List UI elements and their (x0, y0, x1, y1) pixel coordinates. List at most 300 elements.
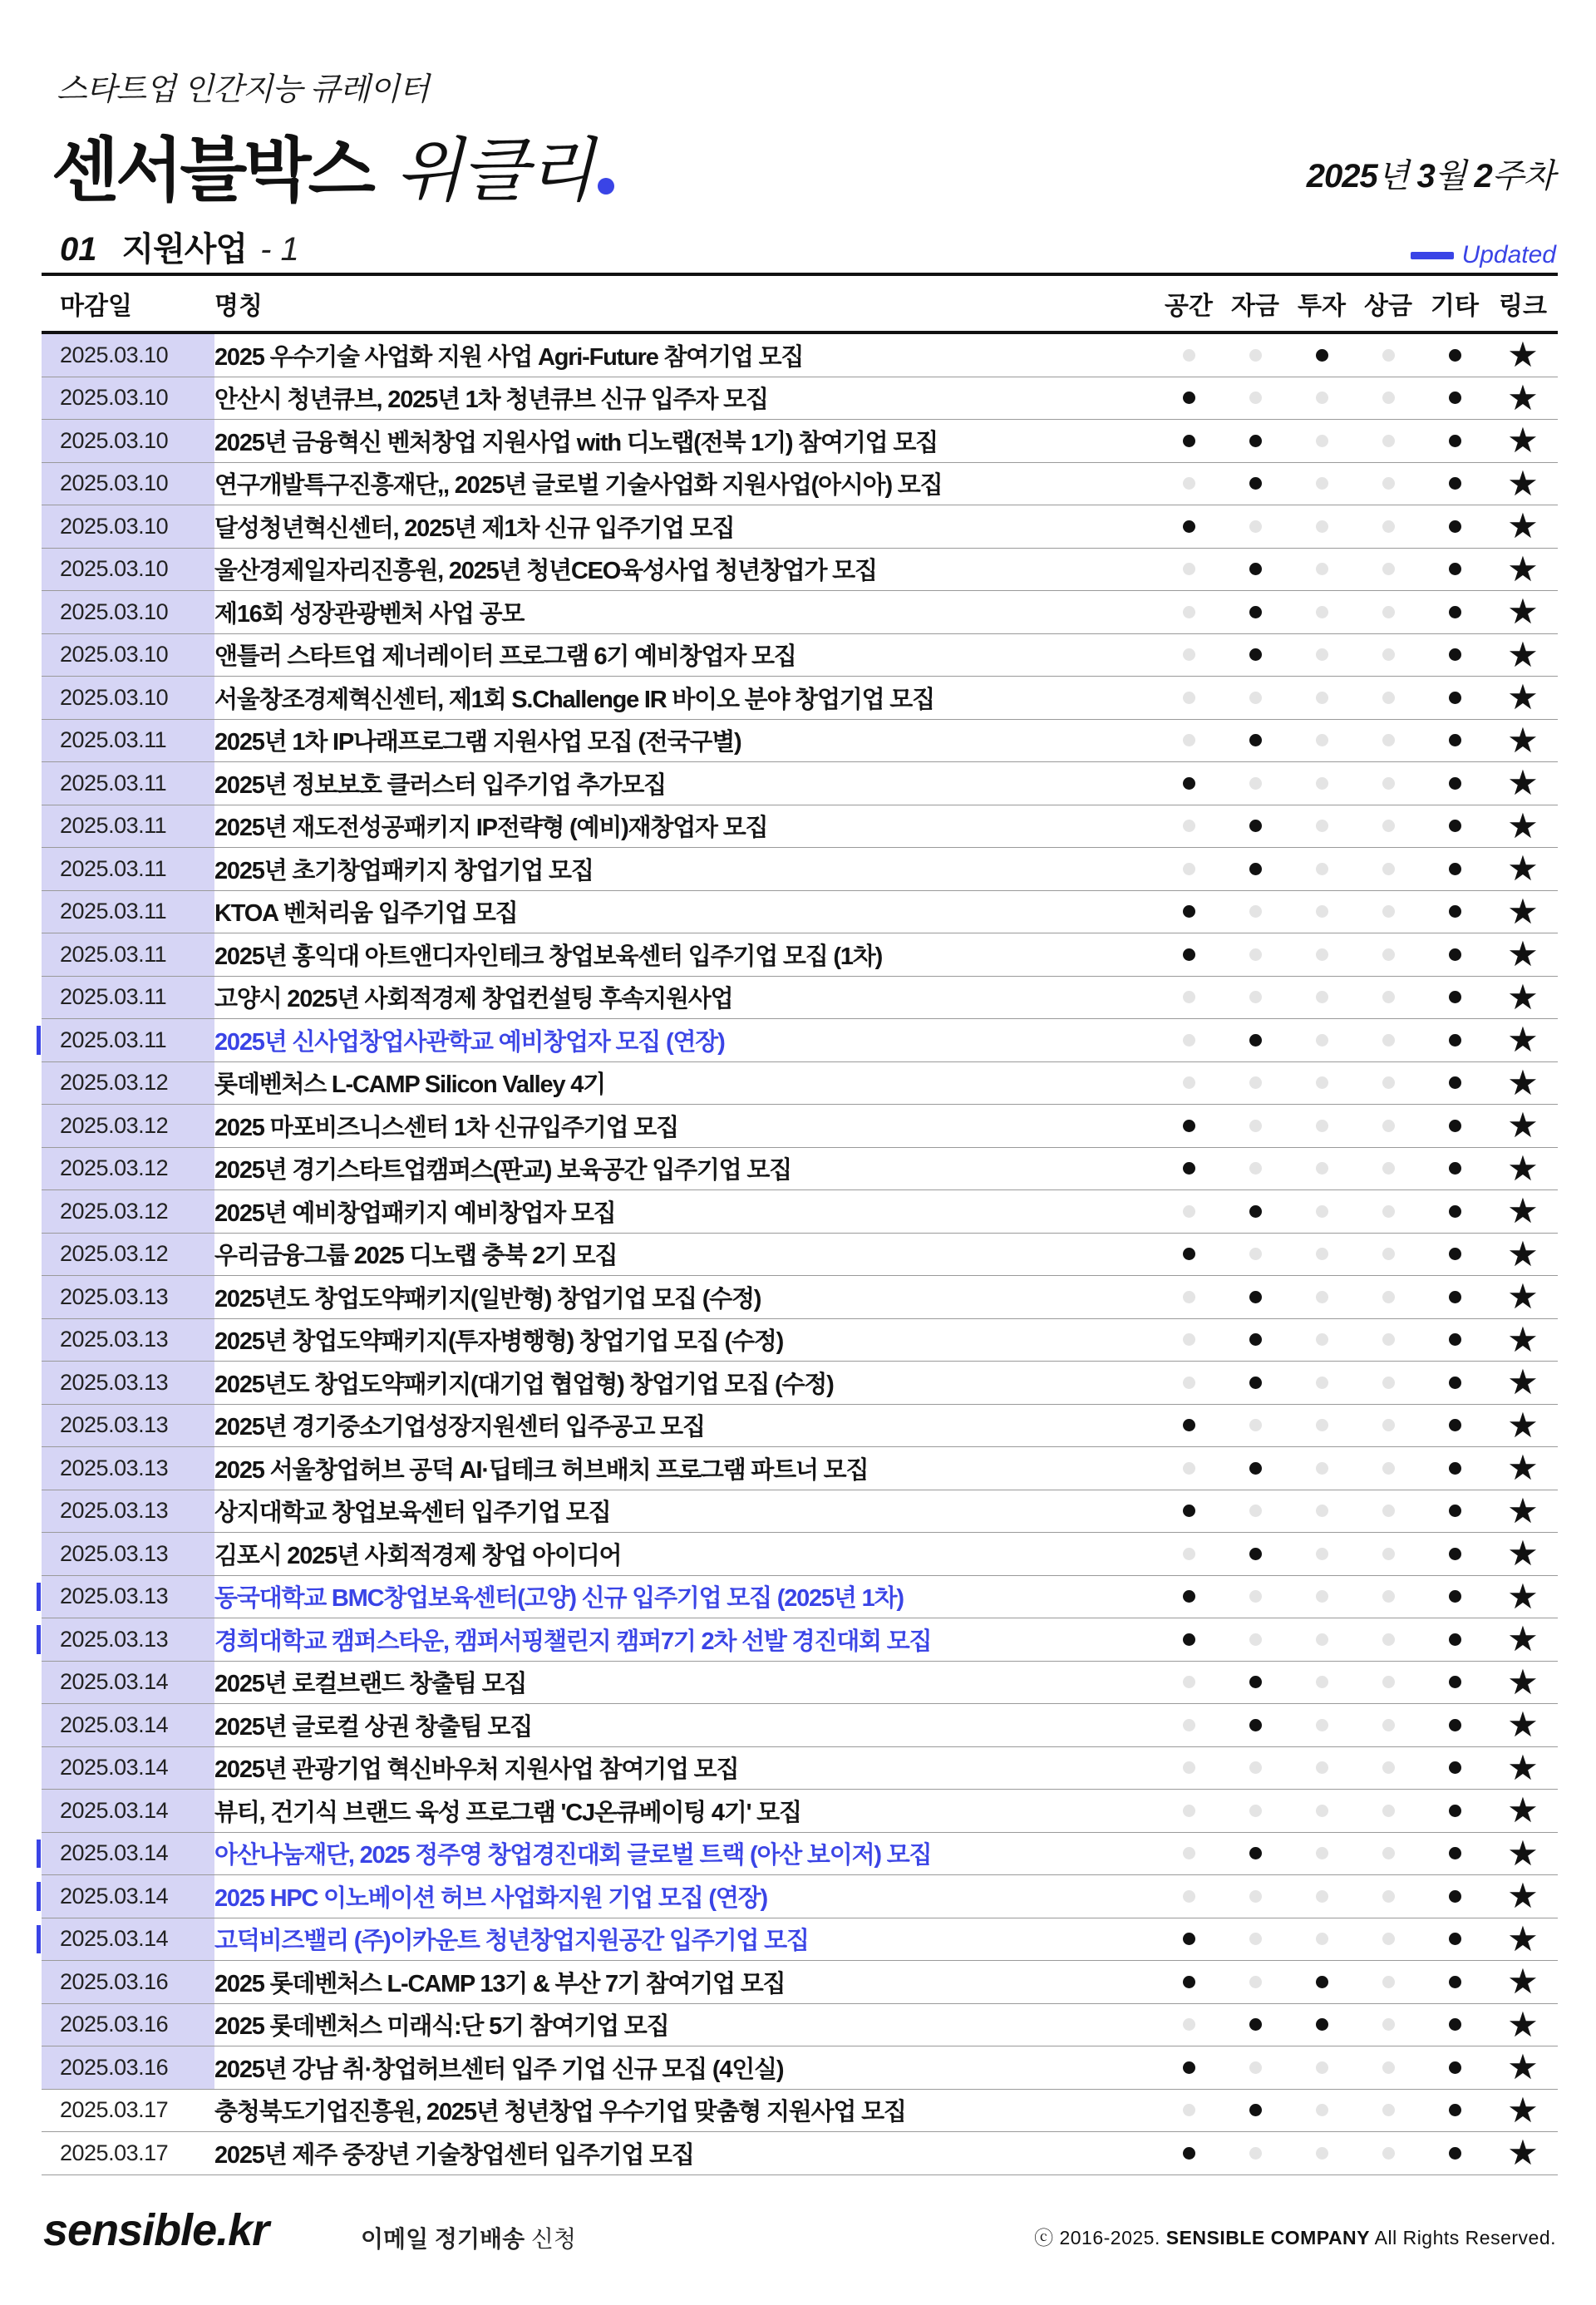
prize-dot-cell (1355, 392, 1421, 404)
table-row (42, 1790, 1558, 1833)
table-row (42, 1190, 1558, 1234)
etc-dot-icon (1449, 1761, 1461, 1774)
section-name: 지원사업 (121, 231, 248, 268)
star-icon[interactable]: ★ (1507, 548, 1539, 589)
prize-dot-icon (1382, 1676, 1395, 1688)
deadline-cell: 2025.03.14 (42, 1833, 214, 1875)
space-dot-icon (1183, 777, 1195, 790)
deadline-cell: 2025.03.16 (42, 2004, 214, 2046)
program-name: 서울창조경제혁신센터, 제1회 S.Challenge IR 바이오 분야 창업기업 모집 (214, 686, 934, 713)
table-row (42, 1704, 1558, 1747)
header-fund: 자금 (1231, 293, 1279, 320)
prize-dot-cell (1355, 1805, 1421, 1817)
table-row (42, 1618, 1558, 1662)
etc-dot-cell (1421, 1633, 1488, 1646)
link-cell (1488, 1918, 1558, 1959)
fund-dot-icon (1249, 435, 1262, 447)
space-dot-cell (1155, 1976, 1222, 1988)
star-icon[interactable]: ★ (1507, 719, 1539, 761)
etc-dot-cell (1421, 905, 1488, 918)
deadline-cell: 2025.03.10 (42, 377, 214, 420)
table-row (42, 377, 1558, 421)
table-row (42, 334, 1558, 377)
invest-dot-icon (1316, 863, 1328, 875)
fund-dot-cell (1222, 349, 1288, 362)
star-icon[interactable]: ★ (1507, 1533, 1539, 1574)
star-icon[interactable]: ★ (1507, 462, 1539, 504)
invest-dot-cell (1288, 477, 1355, 490)
etc-dot-cell (1421, 563, 1488, 575)
space-dot-cell (1155, 1505, 1222, 1517)
program-name: 고덕비즈밸리 (주)이카운트 청년창업지원공간 입주기업 모집 (214, 1928, 809, 1955)
invest-dot-icon (1316, 1847, 1328, 1859)
space-dot-cell (1155, 1291, 1222, 1303)
invest-dot-cell (1288, 392, 1355, 404)
space-dot-cell (1155, 1162, 1222, 1175)
star-icon[interactable]: ★ (1507, 1961, 1539, 2002)
fund-dot-icon (1249, 1462, 1262, 1475)
link-cell (1488, 505, 1558, 547)
deadline-cell: 2025.03.12 (42, 1062, 214, 1105)
etc-dot-cell (1421, 863, 1488, 875)
space-dot-icon (1183, 2061, 1195, 2074)
etc-dot-cell (1421, 1719, 1488, 1731)
invest-dot-cell (1288, 2061, 1355, 2074)
link-cell (1488, 1233, 1558, 1274)
link-cell (1488, 377, 1558, 418)
page-title (52, 115, 614, 215)
space-dot-cell (1155, 863, 1222, 875)
invest-dot-cell (1288, 1120, 1355, 1132)
prize-dot-icon (1382, 1847, 1395, 1859)
star-icon[interactable]: ★ (1507, 1318, 1539, 1360)
deadline-cell: 2025.03.10 (42, 334, 214, 377)
etc-dot-icon (1449, 1162, 1461, 1175)
space-dot-cell (1155, 692, 1222, 704)
etc-dot-icon (1449, 1120, 1461, 1132)
prize-dot-icon (1382, 1548, 1395, 1560)
invest-dot-cell (1288, 2104, 1355, 2116)
space-dot-cell (1155, 1248, 1222, 1260)
table-row (42, 2090, 1558, 2133)
invest-dot-icon (1316, 1719, 1328, 1731)
etc-dot-cell (1421, 1976, 1488, 1988)
star-icon[interactable]: ★ (1507, 848, 1539, 889)
email-subscribe-link[interactable] (361, 2221, 576, 2254)
link-cell (1488, 1019, 1558, 1061)
program-name: 2025 마포비즈니스센터 1차 신규입주기업 모집 (214, 1114, 678, 1141)
table-row (42, 762, 1558, 805)
star-icon[interactable]: ★ (1507, 334, 1539, 376)
prize-dot-cell (1355, 991, 1421, 1003)
fund-dot-icon (1249, 1976, 1262, 1988)
table-row (42, 1276, 1558, 1319)
prize-dot-icon (1382, 2104, 1395, 2116)
link-cell (1488, 1147, 1558, 1189)
link-cell (1488, 591, 1558, 633)
star-icon[interactable]: ★ (1507, 762, 1539, 804)
star-icon[interactable]: ★ (1507, 1918, 1539, 1959)
invest-dot-icon (1316, 392, 1328, 404)
star-icon[interactable]: ★ (1507, 1105, 1539, 1146)
space-dot-icon (1183, 1890, 1195, 1903)
etc-dot-icon (1449, 1805, 1461, 1817)
link-cell (1488, 2132, 1558, 2174)
etc-dot-cell (1421, 648, 1488, 661)
table-row (42, 1918, 1558, 1962)
star-icon[interactable]: ★ (1507, 1575, 1539, 1617)
table-row (42, 1447, 1558, 1490)
space-dot-icon (1183, 2018, 1195, 2031)
title-dot-icon (598, 178, 614, 195)
deadline-cell: 2025.03.11 (42, 720, 214, 762)
prize-dot-cell (1355, 1933, 1421, 1945)
program-table (42, 334, 1558, 2175)
link-cell (1488, 1061, 1558, 1103)
etc-dot-icon (1449, 1333, 1461, 1346)
prize-dot-icon (1382, 1761, 1395, 1774)
prize-dot-icon (1382, 1120, 1395, 1132)
star-icon[interactable]: ★ (1507, 1490, 1539, 1531)
header-name: 명칭 (214, 293, 263, 320)
program-name: KTOA 벤처리움 입주기업 모집 (214, 900, 518, 928)
invest-dot-cell (1288, 1676, 1355, 1688)
invest-dot-icon (1316, 1933, 1328, 1945)
table-row (42, 1576, 1558, 1619)
program-name: 울산경제일자리진흥원, 2025년 청년CEO육성사업 청년창업가 모집 (214, 558, 877, 585)
fund-dot-icon (1249, 1890, 1262, 1903)
prize-dot-icon (1382, 648, 1395, 661)
space-dot-cell (1155, 1333, 1222, 1346)
program-name: 2025년 제주 중장년 기술창업센터 입주기업 모집 (214, 2141, 694, 2169)
invest-dot-cell (1288, 1847, 1355, 1859)
etc-dot-icon (1449, 648, 1461, 661)
program-name: 2025년 정보보호 클러스터 입주기업 추가모집 (214, 771, 666, 799)
fund-dot-cell (1222, 2061, 1288, 2074)
invest-dot-icon (1316, 1333, 1328, 1346)
invest-dot-icon (1316, 2018, 1328, 2031)
star-icon[interactable]: ★ (1507, 1832, 1539, 1874)
program-name: 2025년 글로컬 상권 창출팀 모집 (214, 1713, 533, 1741)
star-icon[interactable]: ★ (1507, 377, 1539, 418)
program-name: 연구개발특구진흥재단,, 2025년 글로벌 기술사업화 지원사업(아시아) 모집 (214, 472, 943, 500)
table-row (42, 1490, 1558, 1534)
etc-dot-icon (1449, 1719, 1461, 1731)
program-name: 2025년 재도전성공패키지 IP전략형 (예비)재창업자 모집 (214, 815, 768, 842)
invest-dot-cell (1288, 905, 1355, 918)
etc-dot-icon (1449, 692, 1461, 704)
invest-dot-cell (1288, 563, 1355, 575)
program-name: 2025년 1차 IP나래프로그램 지원사업 모집 (전국구별) (214, 729, 741, 756)
etc-dot-cell (1421, 1377, 1488, 1389)
program-name: 2025 롯데벤처스 미래식:단 5기 참여기업 모집 (214, 2013, 669, 2041)
table-row (42, 1319, 1558, 1362)
star-icon[interactable]: ★ (1507, 1790, 1539, 1831)
star-icon[interactable]: ★ (1507, 1704, 1539, 1746)
star-icon[interactable]: ★ (1507, 1875, 1539, 1917)
footer-logo[interactable]: sensible.kr (43, 2205, 269, 2255)
link-cell (1488, 677, 1558, 718)
table-row (42, 1875, 1558, 1918)
etc-dot-cell (1421, 1291, 1488, 1303)
star-icon[interactable]: ★ (1507, 2089, 1539, 2130)
prize-dot-icon (1382, 477, 1395, 490)
prize-dot-cell (1355, 1719, 1421, 1731)
fund-dot-cell (1222, 563, 1288, 575)
star-icon[interactable]: ★ (1507, 591, 1539, 633)
fund-dot-cell (1222, 734, 1288, 746)
star-icon[interactable]: ★ (1507, 1661, 1539, 1702)
table-row (42, 420, 1558, 463)
star-icon[interactable]: ★ (1507, 1276, 1539, 1317)
space-dot-cell (1155, 435, 1222, 447)
fund-dot-cell (1222, 1120, 1288, 1132)
invest-dot-icon (1316, 1633, 1328, 1646)
invest-dot-cell (1288, 1248, 1355, 1260)
invest-dot-icon (1316, 1419, 1328, 1431)
star-icon[interactable]: ★ (1507, 1233, 1539, 1274)
space-dot-icon (1183, 1976, 1195, 1988)
star-icon[interactable]: ★ (1507, 1061, 1539, 1103)
link-cell (1488, 1404, 1558, 1446)
etc-dot-icon (1449, 392, 1461, 404)
invest-dot-icon (1316, 1505, 1328, 1517)
star-icon[interactable]: ★ (1507, 2003, 1539, 2045)
space-dot-icon (1183, 1548, 1195, 1560)
table-row (42, 1747, 1558, 1790)
prize-dot-icon (1382, 1933, 1395, 1945)
etc-dot-icon (1449, 1890, 1461, 1903)
etc-dot-icon (1449, 991, 1461, 1003)
etc-dot-cell (1421, 692, 1488, 704)
prize-dot-cell (1355, 1333, 1421, 1346)
space-dot-cell (1155, 777, 1222, 790)
table-row (42, 1062, 1558, 1106)
space-dot-icon (1183, 1034, 1195, 1047)
star-icon[interactable]: ★ (1507, 890, 1539, 932)
invest-dot-icon (1316, 520, 1328, 533)
etc-dot-icon (1449, 1847, 1461, 1859)
fund-dot-cell (1222, 477, 1288, 490)
etc-dot-cell (1421, 734, 1488, 746)
deadline-cell: 2025.03.14 (42, 1875, 214, 1918)
star-icon[interactable]: ★ (1507, 1618, 1539, 1660)
program-name: 앤틀러 스타트업 제너레이터 프로그램 6기 예비창업자 모집 (214, 643, 796, 671)
invest-dot-cell (1288, 520, 1355, 533)
link-cell (1488, 462, 1558, 504)
etc-dot-cell (1421, 1548, 1488, 1560)
fund-dot-icon (1249, 1933, 1262, 1945)
invest-dot-cell (1288, 1333, 1355, 1346)
star-icon[interactable]: ★ (1507, 933, 1539, 975)
fund-dot-cell (1222, 1933, 1288, 1945)
etc-dot-cell (1421, 2104, 1488, 2116)
star-icon[interactable]: ★ (1507, 976, 1539, 1017)
star-icon[interactable]: ★ (1507, 805, 1539, 846)
star-icon[interactable]: ★ (1507, 633, 1539, 675)
invest-dot-icon (1316, 1676, 1328, 1688)
invest-dot-cell (1288, 1761, 1355, 1774)
fund-dot-cell (1222, 1676, 1288, 1688)
invest-dot-cell (1288, 1291, 1355, 1303)
fund-dot-icon (1249, 2104, 1262, 2116)
program-name: 상지대학교 창업보육센터 입주기업 모집 (214, 1500, 611, 1527)
copyright-company: SENSIBLE COMPANY (1165, 2227, 1371, 2248)
fund-dot-cell (1222, 863, 1288, 875)
space-dot-icon (1183, 648, 1195, 661)
fund-dot-icon (1249, 2061, 1262, 2074)
space-dot-icon (1183, 1805, 1195, 1817)
fund-dot-cell (1222, 648, 1288, 661)
space-dot-cell (1155, 520, 1222, 533)
star-icon[interactable]: ★ (1507, 2132, 1539, 2174)
fund-dot-cell (1222, 1291, 1288, 1303)
deadline-cell: 2025.03.13 (42, 1533, 214, 1575)
invest-dot-icon (1316, 1462, 1328, 1475)
space-dot-icon (1183, 392, 1195, 404)
star-icon[interactable]: ★ (1507, 1746, 1539, 1788)
etc-dot-icon (1449, 2061, 1461, 2074)
invest-dot-icon (1316, 1890, 1328, 1903)
invest-dot-cell (1288, 2147, 1355, 2160)
invest-dot-icon (1316, 1761, 1328, 1774)
etc-dot-icon (1449, 2018, 1461, 2031)
program-name: 안산시 청년큐브, 2025년 1차 청년큐브 신규 입주자 모집 (214, 387, 768, 414)
star-icon[interactable]: ★ (1507, 2046, 1539, 2088)
etc-dot-icon (1449, 435, 1461, 447)
invest-dot-cell (1288, 606, 1355, 618)
invest-dot-icon (1316, 777, 1328, 790)
fund-dot-cell (1222, 1333, 1288, 1346)
star-icon[interactable]: ★ (1507, 420, 1539, 461)
prize-dot-cell (1355, 2104, 1421, 2116)
star-icon[interactable]: ★ (1507, 1190, 1539, 1232)
prize-dot-icon (1382, 1205, 1395, 1218)
deadline-cell: 2025.03.14 (42, 1747, 214, 1790)
star-icon[interactable]: ★ (1507, 1019, 1539, 1061)
link-cell (1488, 848, 1558, 889)
prize-dot-cell (1355, 1205, 1421, 1218)
fund-dot-icon (1249, 563, 1262, 575)
prize-dot-cell (1355, 477, 1421, 490)
invest-dot-icon (1316, 905, 1328, 918)
space-dot-cell (1155, 905, 1222, 918)
fund-dot-icon (1249, 392, 1262, 404)
prize-dot-cell (1355, 1590, 1421, 1603)
deadline-cell: 2025.03.10 (42, 677, 214, 719)
star-icon[interactable]: ★ (1507, 1447, 1539, 1489)
deadline-cell: 2025.03.12 (42, 1234, 214, 1276)
deadline-cell: 2025.03.16 (42, 1961, 214, 2003)
week-month-suffix: 월 (1434, 158, 1466, 195)
fund-dot-icon (1249, 606, 1262, 618)
space-dot-cell (1155, 1205, 1222, 1218)
space-dot-icon (1183, 1333, 1195, 1346)
star-icon[interactable]: ★ (1507, 1362, 1539, 1403)
table-row (42, 2004, 1558, 2047)
space-dot-icon (1183, 1291, 1195, 1303)
invest-dot-cell (1288, 648, 1355, 661)
star-icon[interactable]: ★ (1507, 677, 1539, 718)
star-icon[interactable]: ★ (1507, 505, 1539, 547)
link-cell (1488, 1746, 1558, 1788)
etc-dot-cell (1421, 1462, 1488, 1475)
prize-dot-cell (1355, 820, 1421, 832)
program-name: 2025 HPC 이노베이션 허브 사업화지원 기업 모집 (연장) (214, 1884, 767, 1912)
invest-dot-cell (1288, 863, 1355, 875)
etc-dot-cell (1421, 1590, 1488, 1603)
invest-dot-cell (1288, 1076, 1355, 1089)
prize-dot-cell (1355, 349, 1421, 362)
table-row (42, 1234, 1558, 1277)
space-dot-cell (1155, 820, 1222, 832)
prize-dot-icon (1382, 606, 1395, 618)
link-cell (1488, 805, 1558, 846)
section-heading (60, 223, 299, 270)
etc-dot-icon (1449, 1291, 1461, 1303)
etc-dot-icon (1449, 777, 1461, 790)
header-prize: 상금 (1364, 293, 1412, 320)
space-dot-icon (1183, 1590, 1195, 1603)
link-cell (1488, 1661, 1558, 1702)
fund-dot-icon (1249, 1377, 1262, 1389)
prize-dot-cell (1355, 692, 1421, 704)
etc-dot-icon (1449, 1076, 1461, 1089)
header-etc: 기타 (1431, 293, 1479, 320)
invest-dot-cell (1288, 1505, 1355, 1517)
program-name: 2025 서울창업허브 공덕 AI·딥테크 허브배치 프로그램 파트너 모집 (214, 1456, 869, 1484)
space-dot-cell (1155, 1034, 1222, 1047)
link-cell (1488, 633, 1558, 675)
fund-dot-icon (1249, 1419, 1262, 1431)
fund-dot-cell (1222, 1248, 1288, 1260)
deadline-cell: 2025.03.12 (42, 1190, 214, 1233)
deadline-cell: 2025.03.12 (42, 1148, 214, 1190)
program-name: 우리금융그룹 2025 디노랩 충북 2기 모집 (214, 1243, 618, 1270)
fund-dot-icon (1249, 1676, 1262, 1688)
etc-dot-icon (1449, 863, 1461, 875)
fund-dot-icon (1249, 1205, 1262, 1218)
etc-dot-icon (1449, 1548, 1461, 1560)
fund-dot-cell (1222, 905, 1288, 918)
invest-dot-icon (1316, 1076, 1328, 1089)
table-row (42, 848, 1558, 891)
title-brand: 센서블박스 (52, 131, 372, 209)
deadline-cell: 2025.03.13 (42, 1447, 214, 1490)
invest-dot-cell (1288, 1162, 1355, 1175)
fund-dot-icon (1249, 520, 1262, 533)
invest-dot-icon (1316, 692, 1328, 704)
table-row (42, 463, 1558, 506)
space-dot-cell (1155, 1719, 1222, 1731)
prize-dot-icon (1382, 435, 1395, 447)
invest-dot-cell (1288, 692, 1355, 704)
fund-dot-cell (1222, 1976, 1288, 1988)
link-cell (1488, 1961, 1558, 2002)
fund-dot-cell (1222, 1076, 1288, 1089)
prize-dot-icon (1382, 1333, 1395, 1346)
invest-dot-icon (1316, 1034, 1328, 1047)
prize-dot-icon (1382, 692, 1395, 704)
star-icon[interactable]: ★ (1507, 1404, 1539, 1446)
star-icon[interactable]: ★ (1507, 1147, 1539, 1189)
link-cell (1488, 2003, 1558, 2045)
deadline-cell: 2025.03.14 (42, 1918, 214, 1961)
link-cell (1488, 1575, 1558, 1617)
deadline-cell: 2025.03.11 (42, 848, 214, 890)
table-row (42, 1662, 1558, 1705)
prize-dot-cell (1355, 1291, 1421, 1303)
